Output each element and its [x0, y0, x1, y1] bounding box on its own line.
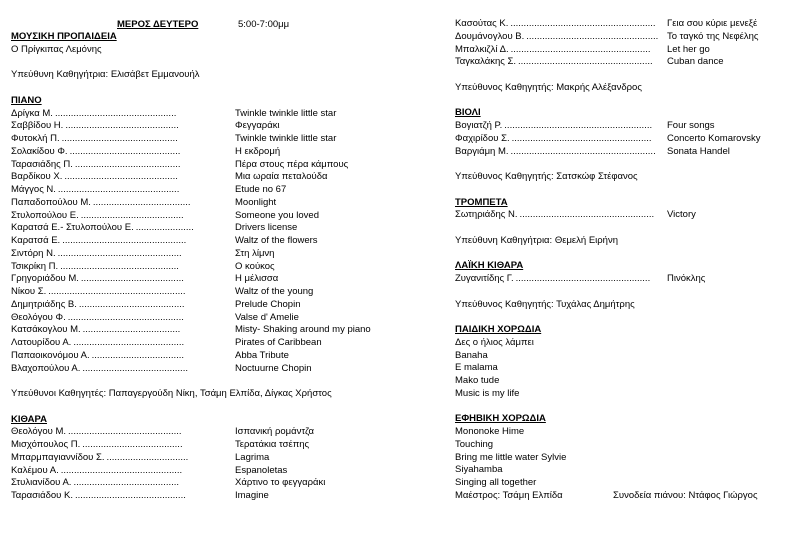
dot-leader: ........................................... [65, 120, 179, 132]
dot-leader: ................................................... [515, 273, 651, 284]
dot-leader: ................................................... [519, 209, 655, 221]
piece-title: Waltz of the young [235, 286, 314, 297]
left-column [11, 18, 401, 503]
performer-name: Παπαοικονόμου Α. [11, 349, 90, 361]
performer-name: Λατουρίδου Α. [11, 337, 72, 348]
performer-name: Μισχόπουλος Π. [11, 439, 81, 450]
performer-name: Σιντόρη Ν. [11, 247, 56, 259]
program-row [11, 452, 401, 465]
performer-name: Βογιατζή Ρ. [455, 120, 503, 131]
performer-name: Ταρασιάδου Κ. [11, 490, 73, 501]
dot-leader: .......................................... [69, 145, 181, 157]
dot-leader: ....................................................... [510, 145, 656, 157]
program-row [11, 312, 401, 325]
choir-song: E malama [455, 362, 498, 374]
program-row [11, 159, 401, 172]
guitar-list [11, 426, 401, 503]
program-row [455, 209, 790, 222]
piano-teacher: Υπεύθυνοι Καθηγητές: Παπαγεργούδη Νίκη, Τσάμη Ελπίδα, Δίγκας Χρήστος [11, 388, 332, 399]
dot-leader: ............................................... [57, 247, 182, 259]
performer-name: Καρατσά Ε.- Στυλοπούλου Ε. [11, 222, 134, 234]
piece-title: Misty- Shaking around my piano [235, 324, 371, 336]
dot-leader: ....................................... [80, 209, 184, 221]
program-row [11, 108, 401, 121]
program-row [11, 299, 401, 312]
program-row [11, 184, 401, 197]
folk-guitar-heading: ΛΑΪΚΗ ΚΙΘΑΡΑ [455, 260, 524, 272]
program-header [11, 18, 401, 31]
piece-title: Concerto Komarovsky [667, 132, 761, 144]
dot-leader: ............................... [106, 451, 189, 463]
program-row [455, 120, 790, 133]
piece-title: Το ταγκό της Νεφέλης [667, 30, 759, 42]
choir-song: Mononoke Hime [455, 426, 525, 437]
music-pre-teacher: Υπεύθυνη Καθηγήτρια: Ελισάβετ Εμμανουήλ [11, 69, 200, 81]
dot-leader: ...................... [135, 222, 194, 234]
piece-title: Lagrima [235, 451, 270, 463]
dot-leader: ........................................... [68, 426, 182, 438]
performer-name: Καλέμου Α. [11, 464, 59, 476]
choir-song: Banaha [455, 349, 488, 361]
piece-title: Φεγγαράκι [235, 120, 280, 132]
performer-name: Φαχιρίδου Σ. [455, 132, 510, 144]
violin-list [455, 120, 790, 158]
dot-leader: ........................................ [73, 477, 180, 489]
program-row [455, 44, 790, 57]
performer-name: Δρίγκα Μ. [11, 107, 53, 119]
dot-leader: ..................................... [92, 196, 191, 208]
program-row [11, 477, 401, 490]
piano-list [11, 108, 401, 376]
performer-name: Καρατσά Ε. [11, 235, 61, 246]
program-row [11, 171, 401, 184]
piece-title: Sonata Handel [667, 145, 730, 157]
choir-song: Mako tude [455, 375, 500, 386]
piece-title: Twinkle twinkle little star [235, 133, 337, 144]
performer-name: Δουμάνογλου Β. [455, 30, 525, 42]
dot-leader: .......................................... [73, 337, 185, 348]
performer-name: Φυτοκλή Π. [11, 133, 60, 144]
program-row [11, 133, 401, 146]
piece-title: Pirates of Caribbean [235, 337, 322, 348]
program-row [455, 133, 790, 146]
folk-guitar-teacher: Υπεύθυνος Καθηγητής: Τυχάλας Δημήτρης [455, 298, 635, 310]
trumpet-list [455, 209, 790, 222]
program-row [455, 273, 790, 286]
music-pre-heading: ΜΟΥΣΙΚΗ ΠΡΟΠΑΙΔΕΙΑ [11, 31, 117, 42]
performer-name: Σωτηριάδης Ν. [455, 209, 518, 221]
dot-leader: ................................................... [518, 56, 653, 68]
piece-title: Moonlight [235, 196, 277, 208]
youth-choir-credits [455, 490, 790, 503]
trumpet-heading: ΤΡΟΜΠΕΤΑ [455, 196, 508, 208]
dot-leader: ........................................ [78, 298, 185, 310]
performer-name: Θεολόγου Μ. [11, 426, 67, 438]
program-row [11, 363, 401, 376]
maestro-credit: Μαέστρος: Τσάμη Ελπίδα [455, 489, 563, 501]
performer-name: Ζυγανιτίδης Γ. [455, 273, 514, 284]
performer-name: Κατσάκογλου Μ. [11, 324, 81, 336]
piece-title: Prelude Chopin [235, 298, 301, 310]
performer-name: Τσικρίκη Π. [11, 260, 59, 272]
dot-leader: ................................... [91, 349, 185, 361]
children-choir-heading: ΠΑΙΔΙΚΗ ΧΟΡΩΔΙΑ [455, 324, 542, 335]
dot-leader: ..................................... [82, 324, 181, 336]
performer-name: Μπαρμπαγιαννίδου Σ. [11, 451, 105, 463]
piece-title: Χάρτινο το φεγγαράκι [235, 477, 326, 489]
right-column [455, 18, 790, 503]
piece-title: Γεια σου κύριε μενεξέ [667, 18, 758, 29]
choir-song: Touching [455, 438, 494, 450]
performer-name: Βαρδίκου Χ. [11, 171, 63, 183]
guitar-teacher: Υπεύθυνος Καθηγητής: Μακρής Αλέξανδρος [455, 81, 642, 93]
piece-title: Imagine [235, 490, 269, 501]
piece-title: Drivers license [235, 222, 298, 234]
dot-leader: ..................................................... [511, 132, 652, 144]
folk-guitar-list [455, 273, 790, 286]
dot-leader: .......................................... [75, 490, 186, 501]
program-row [11, 350, 401, 363]
piece-title: Someone you loved [235, 209, 319, 221]
guitar-continued-list [455, 18, 790, 69]
program-row [11, 210, 401, 223]
program-row [11, 426, 401, 439]
dot-leader: ..................................................... [510, 43, 651, 55]
guitar-heading: ΚΙΘΑΡΑ [11, 413, 47, 425]
program-row [11, 222, 401, 235]
performer-name: Κασούτας Κ. [455, 18, 509, 29]
performer-name: Σολακίδου Φ. [11, 145, 68, 157]
piece-title: Ο κούκος [235, 260, 275, 272]
choir-song: Singing all together [455, 477, 537, 488]
dot-leader: ............................................... [62, 235, 187, 246]
program-row [11, 465, 401, 478]
dot-leader: ........................................... [64, 171, 178, 183]
choir-song: Siyahamba [455, 464, 503, 476]
children-choir-list [455, 337, 790, 401]
program-row [455, 146, 790, 159]
youth-choir-heading: ΕΦΗΒΙΚΗ ΧΟΡΩΔΙΑ [455, 413, 546, 425]
program-row [11, 248, 401, 261]
program-row [11, 286, 401, 299]
dot-leader: .............................................. [60, 464, 183, 476]
performer-name: Δημητριάδης Β. [11, 298, 77, 310]
youth-choir-list [455, 426, 790, 490]
piece-title: Four songs [667, 120, 715, 131]
piece-title: Etude no 67 [235, 184, 287, 195]
program-row [11, 235, 401, 248]
dot-leader: ........................................ [74, 158, 181, 170]
piece-title: Waltz of the flowers [235, 235, 318, 246]
violin-heading: ΒΙΟΛΙ [455, 107, 481, 119]
part-time: 5:00-7:00μμ [238, 19, 290, 30]
piece-title: Let her go [667, 43, 710, 55]
program-row [11, 273, 401, 286]
piece-title: Espanoletas [235, 464, 288, 476]
program-row [11, 439, 401, 452]
program-row [455, 18, 790, 31]
choir-song: Δες ο ήλιος λάμπει [455, 336, 534, 348]
piece-title: Cuban dance [667, 56, 724, 68]
performer-name: Στυλιανίδου Α. [11, 477, 72, 489]
performer-name: Ταρασιάδης Π. [11, 158, 73, 170]
performer-name: Θεολόγου Φ. [11, 311, 66, 323]
piano-heading: ΠΙΑΝΟ [11, 94, 42, 106]
performer-name: Στυλοπούλου Ε. [11, 209, 79, 221]
piece-title: Valse d' Amelie [235, 311, 299, 323]
piece-title: Ισπανική ρομάντζα [235, 426, 315, 438]
performer-name: Σαββίδου Η. [11, 120, 64, 132]
dot-leader: .................................................... [48, 286, 186, 297]
performer-name: Νίκου Σ. [11, 286, 47, 297]
part-title: ΜΕΡΟΣ ΔΕΥΤΕΡΟ [117, 19, 199, 30]
program-row [455, 31, 790, 44]
performer-name: Βαργιάμη Μ. [455, 145, 509, 157]
piece-title: Η εκδρομή [235, 145, 281, 157]
dot-leader: ....................................................... [510, 18, 656, 29]
program-row [11, 490, 401, 503]
performer-name: Παπαδοπούλου Μ. [11, 196, 91, 208]
dot-leader: ............................................ [61, 133, 178, 144]
piece-title: Πινόκλης [667, 273, 706, 284]
program-row [455, 56, 790, 69]
piece-title: Abba Tribute [235, 349, 289, 361]
choir-song: Music is my life [455, 387, 520, 399]
piece-title: Noctuurne Chopin [235, 362, 312, 374]
dot-leader: .................................................. [526, 30, 659, 42]
dot-leader: ............................................ [67, 311, 184, 323]
piece-title: Victory [667, 209, 696, 221]
performer-name: Γρηγοριάδου Μ. [11, 273, 79, 285]
piece-title: Twinkle twinkle little star [235, 107, 337, 119]
dot-leader: .............................................. [54, 107, 177, 119]
piece-title: Πέρα στους πέρα κάμπους [235, 158, 349, 170]
performer-name: Ταγκαλάκης Σ. [455, 56, 516, 68]
piece-title: Μια ωραία πεταλούδα [235, 171, 328, 183]
dot-leader: .............................................. [57, 184, 180, 195]
performer-name: Μπαλκιζλί Δ. [455, 43, 509, 55]
program-row [11, 324, 401, 337]
violin-teacher: Υπεύθυνος Καθηγητής: Σατσκώφ Στέφανος [455, 171, 638, 182]
piece-title: Τερατάκια τσέπης [235, 439, 310, 450]
program-row [11, 120, 401, 133]
dot-leader: ....................................... [80, 273, 184, 285]
program-row [11, 337, 401, 350]
dot-leader: ............................................. [60, 260, 179, 272]
piano-accompaniment-credit: Συνοδεία πιάνου: Ντάφος Γιώργος [613, 489, 758, 501]
dot-leader: ...................................... [82, 439, 183, 450]
program-row [11, 146, 401, 159]
performer-name: Βλαχοπούλου Α. [11, 362, 81, 374]
music-pre-subtitle: Ο Πρίγκιπας Λεμόνης [11, 43, 102, 55]
trumpet-teacher: Υπεύθυνη Καθηγήτρια: Θεμελή Ειρήνη [455, 234, 618, 246]
program-row [11, 261, 401, 274]
dot-leader: ........................................................ [504, 120, 653, 131]
piece-title: Η μέλισσα [235, 273, 279, 285]
dot-leader: ........................................ [82, 362, 188, 374]
piece-title: Στη λίμνη [235, 247, 275, 259]
choir-song: Bring me little water Sylvie [455, 451, 567, 463]
performer-name: Μάγγος Ν. [11, 184, 56, 195]
program-row [11, 197, 401, 210]
